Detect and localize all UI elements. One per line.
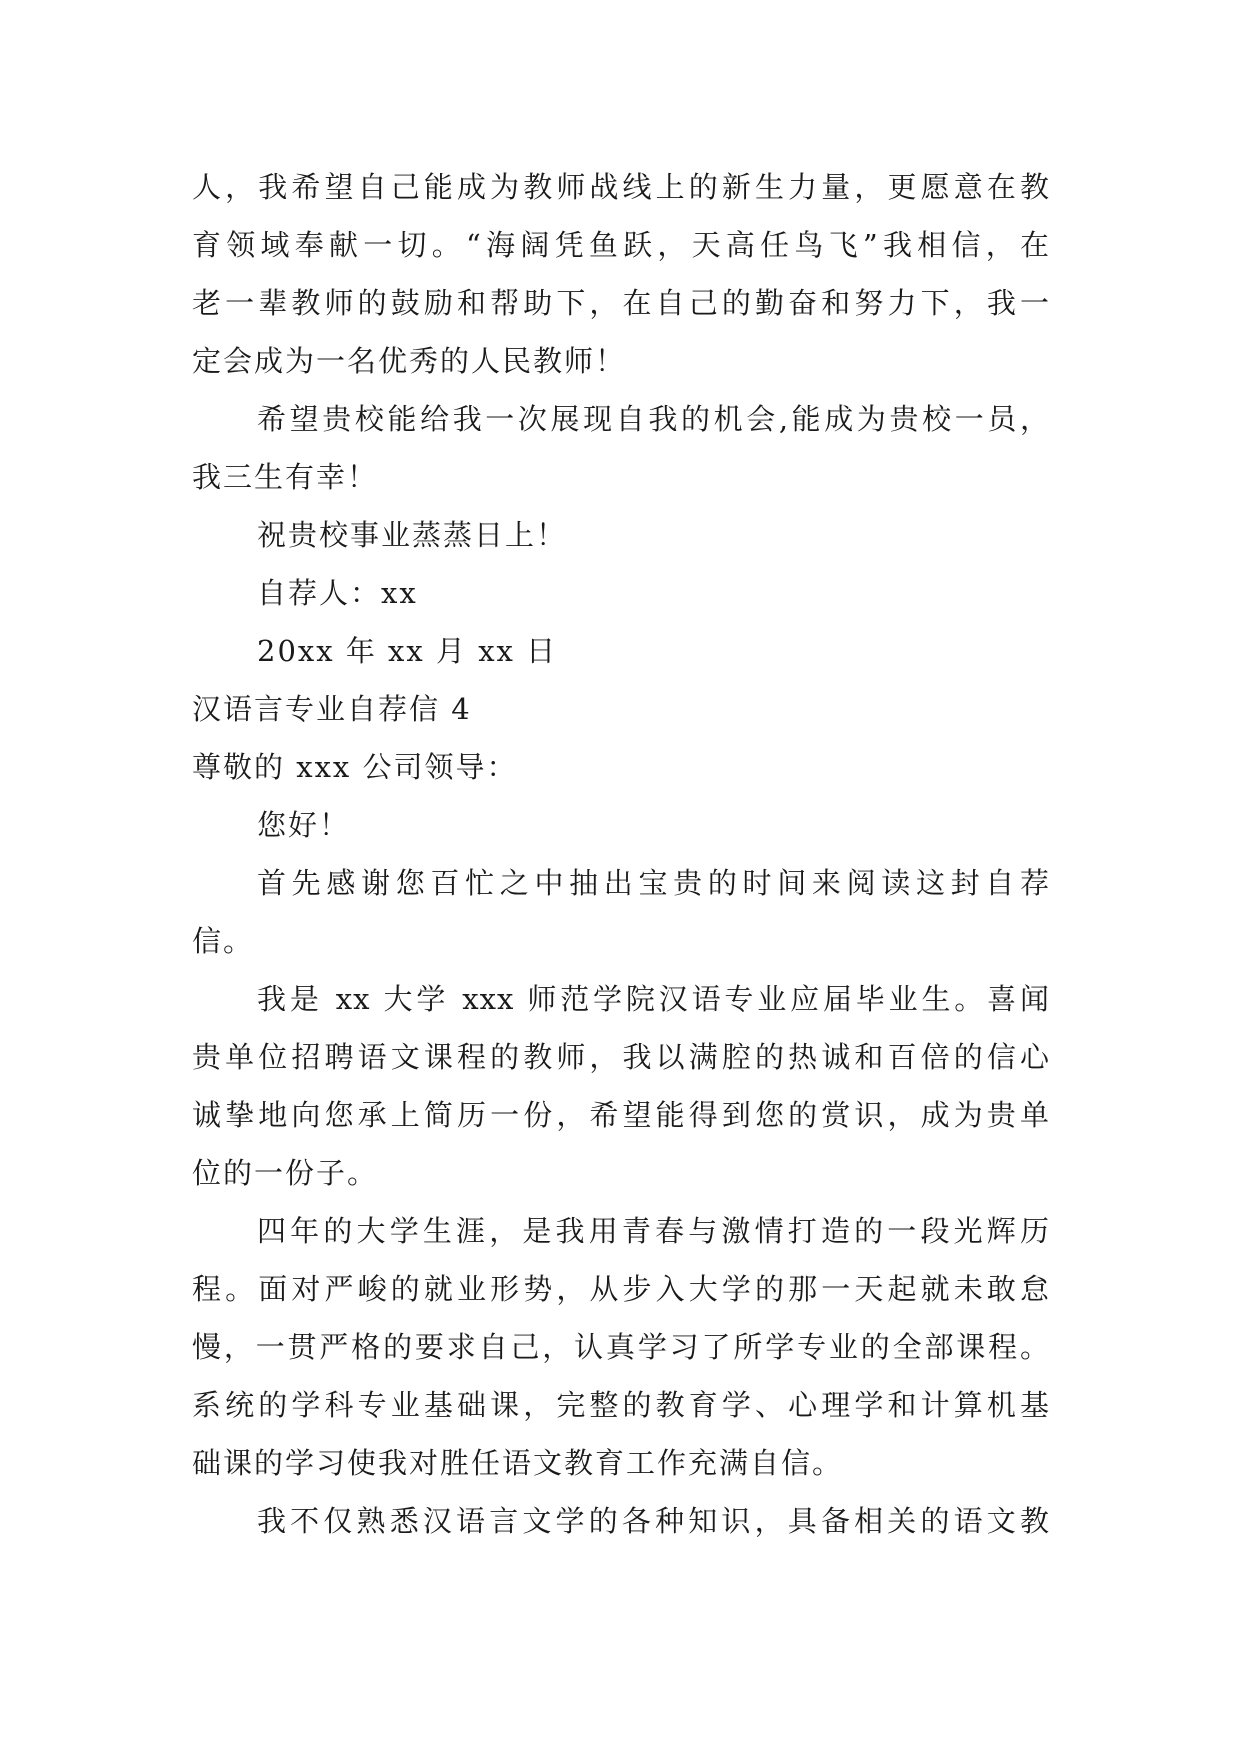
- text-line: 贵单位招聘语文课程的教师，我以满腔的热诚和百倍的信心: [192, 1040, 1050, 1074]
- salutation-line: 尊敬的 xxx 公司领导：: [192, 750, 518, 784]
- signature-line: 自荐人：xx: [257, 576, 418, 610]
- text-line: 定会成为一名优秀的人民教师！: [192, 344, 627, 378]
- text-line: 育领域奉献一切。“海阔凭鱼跃，天高任鸟飞”我相信，在: [192, 228, 1050, 262]
- text-line: 信。: [192, 924, 255, 958]
- text-line: 老一辈教师的鼓励和帮助下，在自己的勤奋和努力下，我一: [192, 286, 1050, 320]
- text-line: 系统的学科专业基础课，完整的教育学、心理学和计算机基: [192, 1388, 1050, 1422]
- text-line: 首先感谢您百忙之中抽出宝贵的时间来阅读这封自荐: [257, 866, 1050, 900]
- section-heading: 汉语言专业自荐信 4: [192, 692, 472, 726]
- text-line: 我是 xx 大学 xxx 师范学院汉语专业应届毕业生。喜闻: [257, 982, 1050, 1016]
- text-line: 程。面对严峻的就业形势，从步入大学的那一天起就未敢怠: [192, 1272, 1050, 1306]
- text-line: 人，我希望自己能成为教师战线上的新生力量，更愿意在教: [192, 170, 1050, 204]
- text-line: 四年的大学生涯，是我用青春与激情打造的一段光辉历: [257, 1214, 1050, 1248]
- text-line: 我三生有幸！: [192, 460, 379, 494]
- text-line: 诚挚地向您承上简历一份，希望能得到您的赏识，成为贵单: [192, 1098, 1050, 1132]
- text-line: 祝贵校事业蒸蒸日上！: [257, 518, 568, 552]
- greeting-line: 您好！: [257, 808, 351, 842]
- date-line: 20xx 年 xx 月 xx 日: [257, 634, 558, 668]
- text-line: 我不仅熟悉汉语言文学的各种知识，具备相关的语文教: [257, 1504, 1050, 1538]
- text-line: 础课的学习使我对胜任语文教育工作充满自信。: [192, 1446, 844, 1480]
- text-line: 位的一份子。: [192, 1156, 379, 1190]
- document-body: [192, 158, 1050, 1550]
- text-line: 希望贵校能给我一次展现自我的机会,能成为贵校一员，: [257, 402, 1050, 436]
- text-line: 慢，一贯严格的要求自己，认真学习了所学专业的全部课程。: [192, 1330, 1050, 1364]
